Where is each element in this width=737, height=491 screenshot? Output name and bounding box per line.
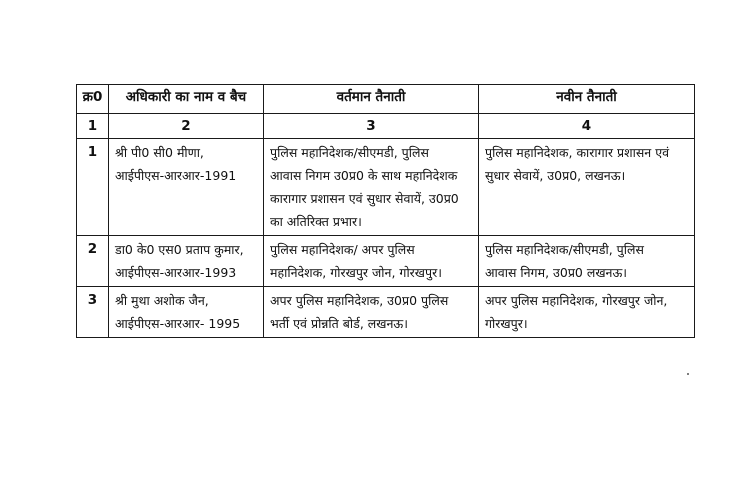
new-posting-line: पुलिस महानिदेशक, कारागार प्रशासन एवं [485, 145, 670, 160]
current-posting-line: कारागार प्रशासन एवं सुधार सेवायें, उ0प्र0 [270, 191, 459, 206]
column-number: 3 [264, 114, 479, 139]
officer-name-cell [109, 139, 264, 236]
scan-speck [687, 373, 689, 375]
current-posting-line: आवास निगम उ0प्र0 के साथ महानिदेशक [270, 168, 458, 183]
serial-number: 3 [77, 287, 109, 338]
new-posting-cell [479, 139, 695, 236]
officer-name-cell [109, 287, 264, 338]
officer-batch: आईपीएस-आरआर-1993 [115, 265, 237, 280]
current-posting-line: महानिदेशक, गोरखपुर जोन, गोरखपुर। [270, 265, 442, 280]
column-number-row [77, 114, 695, 139]
officer-name: श्री पी0 सी0 मीणा, [115, 145, 204, 160]
table-row [77, 287, 695, 338]
header-current-posting: वर्तमान तैनाती [264, 85, 479, 114]
header-row [77, 85, 695, 114]
new-posting-cell [479, 287, 695, 338]
column-number: 4 [479, 114, 695, 139]
new-posting-line: सुधार सेवायें, उ0प्र0, लखनऊ। [485, 168, 626, 183]
new-posting-cell [479, 236, 695, 287]
current-posting-line: भर्ती एवं प्रोन्नति बोर्ड, लखनऊ। [270, 316, 408, 331]
header-new-posting: नवीन तैनाती [479, 85, 695, 114]
new-posting-line: पुलिस महानिदेशक/सीएमडी, पुलिस [485, 242, 644, 257]
officer-batch: आईपीएस-आरआर- 1995 [115, 316, 241, 331]
column-number: 1 [77, 114, 109, 139]
current-posting-cell [264, 287, 479, 338]
header-officer-name: अधिकारी का नाम व बैच [109, 85, 264, 114]
current-posting-line: पुलिस महानिदेशक/ अपर पुलिस [270, 242, 415, 257]
new-posting-line: आवास निगम, उ0प्र0 लखनऊ। [485, 265, 628, 280]
officer-name: डा0 के0 एस0 प्रताप कुमार, [115, 242, 244, 257]
officer-name-cell [109, 236, 264, 287]
officer-batch: आईपीएस-आरआर-1991 [115, 168, 237, 183]
posting-table [76, 84, 695, 338]
current-posting-cell [264, 236, 479, 287]
serial-number: 2 [77, 236, 109, 287]
current-posting-line: का अतिरिक्त प्रभार। [270, 214, 362, 229]
header-serial: क्र0 [77, 85, 109, 114]
table-row [77, 236, 695, 287]
new-posting-line: अपर पुलिस महानिदेशक, गोरखपुर जोन, [485, 293, 668, 308]
new-posting-line: गोरखपुर। [485, 316, 528, 331]
column-number: 2 [109, 114, 264, 139]
current-posting-line: पुलिस महानिदेशक/सीएमडी, पुलिस [270, 145, 429, 160]
current-posting-cell [264, 139, 479, 236]
officer-name: श्री मुथा अशोक जैन, [115, 293, 209, 308]
current-posting-line: अपर पुलिस महानिदेशक, उ0प्र0 पुलिस [270, 293, 449, 308]
table-row [77, 139, 695, 236]
serial-number: 1 [77, 139, 109, 236]
